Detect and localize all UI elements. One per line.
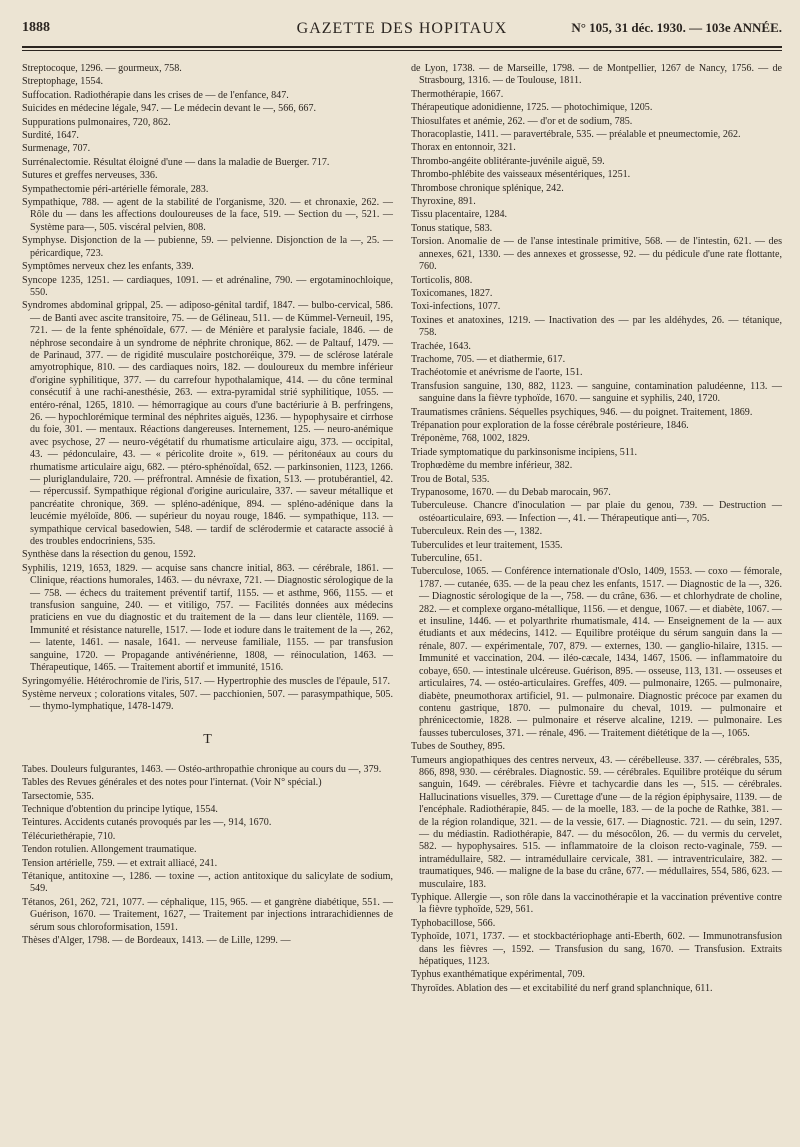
left-t-entries xyxy=(22,764,393,948)
header-rule xyxy=(22,46,782,48)
index-entry: Trophœdème du membre inférieur, 382. xyxy=(411,460,573,472)
index-entry: Tuberculose, 1065. — Conférence internationale d'Oslo, 1409, 1553. — coxo — fémorale, 1787. — cutanée, 635. — de la peau chez les enfants, 1517. — Diagnostic de la —, 326. — Diagnostic sérologique de la —, 758. — du crâne, 636. — et chlorhydrate de choline, 282. — et complexe organo-métallique, 1156. — et dengue, 1067. — et diabète, 1067. — et insuline, 1446. — et polyarthrite rhumatismale, 414. — Enseignement de la — aux étudiants et aux médecins, 1412. — Equilibre protéique du sérum sanguin dans la — rénale, 807. — expérimentale, 707, 879. — externes, 130. — ganglio-hilaire, 1315. — Immunité et vaccination, 204. — iléo-cæcale, 1434, 1467, 1506. — inflammatoire du cobaye, 650. — intestinale ulcéreuse. Guérison, 895. — osseuse, 113, 131. — osseuses et articulaires, 74. — ostéo-articulaires. Greffes, 409. — pulmonaire, 1265. — pulmonaire, diabète, pneumothorax artificiel, 91. — pulmonaire. Diagnostic précoce par examen du contenu gastrique, 1870. — pulmonaire du cheval, 1019. — pulmonaire et phrénicectomie, 1828. — pulmonaire et réserve alcaline, 1219. — pulmonaire. Les fausses tuberculoses, 371. — rénale, 496. — Traitement diététique de la —, 1065. xyxy=(411,566,782,739)
index-entry: Syndromes abdominal grippal, 25. — adiposo-génital tardif, 1847. — bulbo-cervical, 586. — de Banti avec ascite transitoire, 75. — de Gélineau, 511. — de Kümmel-Verneuil, 195, 721. — de la fente sphénoïdale, 677. — de Ménière et paralysie faciale, 1846. — de néphrose secondaire à un syndrome de néphrite chronique, 862. — de Paltauf, 1479. — de Parinaud, 377. — de rigidité musculaire postchoréique, 379. — de sclérose latérale amyotrophique, 810. — des cardiaques noirs, 182. — douloureux du membre inférieur d'origine syphilitique, 377. — du carrefour hypothalamique, 414. — du cône terminal consécutif à une rachi-anesthésie, 263. — extra-pyramidal strié syphilitique, 1055. — entéro-rénal, 1265, 1810. — hémorragique au cours d'une bactériurie à B. perfringens, 26. — hypochlorémique terminal des néphrites aiguës, 1236. — hypophysaire et cirrhose du foie, 301. — mentaux. Réactions dangereuses. Internement, 125. — neuro-anémique avec psychose, 27 — neuro-végétatif du rhumatisme articulaire aigu, 373. — occipital, 43. — pédonculaire, 43. — « péricolite droite », 619. — péritonéaux au cours du rhumatisme articulaire aigu, 682. — ptéro-sphénoïdal, 652. — parkinsonien, 1123, 1266. — pluriglandulaire, 720. — préfrontral. Amnésie de fixation, 513. — protubérantiel, 42. — répercussif. Sympathique régional d'origine auriculaire, 337. — saveur métallique et pancréatite chronique, 369. — spléno-adénique, 894. — spléno-adénique dans la leucémie myéloïde, 806. — supérieur du noyau rouge, 1846. — sympathique, 113. — sympathique cervical basedowien, 548. — tardif de sclérodermie et cataracte associé à des troubles endocriniens, 535. xyxy=(22,300,393,548)
index-entry: Trypanosome, 1670. — du Debab marocain, 967. xyxy=(411,487,611,498)
index-entry: Sympathique, 788. — agent de la stabilité de l'organisme, 320. — et chronaxie, 262. — Rôle du — dans les affections douloureuses de la face, 519. — Section du —, 521. — Système para—, 505. viscéral pelvien, 808. xyxy=(22,197,393,233)
index-entry: Typhique. Allergie —, son rôle dans la vaccinothérapie et la vaccination préventive contre la fièvre typhoïde, 529, 561. xyxy=(411,892,782,916)
index-entry: Streptocoque, 1296. — gourmeux, 758. xyxy=(22,63,182,74)
index-entry: Tabes. Douleurs fulgurantes, 1463. — Ostéo-arthropathie chronique au cours du —, 379. xyxy=(22,763,382,775)
index-entry: Tuberculine, 651. xyxy=(411,553,483,565)
index-entry: Suicides en médecine légale, 947. — Le médecin devant le —, 566, 667. xyxy=(22,103,317,115)
index-entry: Tétanos, 261, 262, 721, 1077. — céphalique, 115, 965. — et gangrène diabétique, 551. — Guérison, 1670. — Traitement, 1627, — Traitement par injections intrarachidiennes de sérum sous chloroformisation, 1591. xyxy=(22,896,393,933)
index-entry: Thoracoplastie, 1411. — paravertébrale, 535. — préalable et pneumectomie, 262. xyxy=(411,129,741,141)
index-entry: Transfusion sanguine, 130, 882, 1123. — sanguine, contamination paludéenne, 113. — sanguine dans la fièvre typhoïde, 1670. — sanguine et syphilis, 240, 1720. xyxy=(411,380,782,405)
index-entry: Thyroïdes. Ablation des — et excitabilité du nerf grand splanchnique, 611. xyxy=(411,982,713,994)
index-entry: Thermothérapie, 1667. xyxy=(411,88,504,100)
index-entry: Triade symptomatique du parkinsonisme incipiens, 511. xyxy=(411,446,638,458)
index-entry: Suffocation. Radiothérapie dans les crises de — de l'enfance, 847. xyxy=(22,89,289,101)
index-entry: Symptômes nerveux chez les enfants, 339. xyxy=(22,261,194,273)
index-entry: Sympathectomie péri-artérielle fémorale, 283. xyxy=(22,183,209,195)
index-entry: Thrombose chronique splénique, 242. xyxy=(411,182,564,194)
index-entry: Typhoïde, 1071, 1737. — et stockbactériophage anti-Eberth, 602. — Immunotransfusion dans les fièvres —, 1592. — Transfusion du sang, 1670. — Transfusion. Extraits hépatiques, 1123. xyxy=(411,931,782,968)
index-entry: Toxines et anatoxines, 1219. — Inactivation des — par les aldéhydes, 26. — tétanique, 758. xyxy=(411,314,782,339)
index-entry: Tension artérielle, 759. — et extrait alliacé, 241. xyxy=(22,857,218,869)
index-entry: Tétanique, antitoxine —, 1286. — toxine —, action antitoxique du salicylate de sodium, 549. xyxy=(22,870,393,895)
journal-title: GAZETTE DES HOPITAUX xyxy=(296,20,508,37)
index-entry: Surdité, 1647. xyxy=(22,130,79,142)
index-entry: Traumatismes crâniens. Séquelles psychiques, 946. — du poignet. Traitement, 1869. xyxy=(411,406,753,418)
index-entry: Thrombo-phlébite des vaisseaux mésentériques, 1251. xyxy=(411,169,631,181)
page-header xyxy=(22,14,782,42)
left-column xyxy=(22,63,393,996)
index-entry: Synthèse dans la résection du genou, 1592. xyxy=(22,549,196,561)
index-entry: Tumeurs angiopathiques des centres nerveux, 43. — cérébelleuse. 337. — cérébrales, 535, 866, 898, 930. — cérébrales. Diagnostic. 59. — cérébrales. Equilibre protéique du sérum sanguin, 1649. — cérébrales. Fièvre et tachycardie dans les —, 515. — cérébrales. Hallucinations visuelles, 379. — Curettage d'une — de la région épiphysaire, 1139. — de l'encéphale. Radiothérapie, 845. — de la moelle, 183. — de la poche de Rathke, 381. — de la région rolandique, 321. — de la vessie, 617. — Diagnostic. 721. — du sein, 1297. — du médiastin. Radiothérapie, 847. — du mésocôlon, 26. — du vermis du cervelet, 582. — hypophysaires. 515. — inflammatoire de la cloison recto-vaginale, 759. — intramédullaire, 582. — intramédullaire cervicale, 381. — intraventriculaire, 382. — traumatiques, 946. — maligne de la base du crâne, 677. — médullaires, 554, 586, 623. — musculaire, 183. xyxy=(411,754,782,890)
header-rule-thin xyxy=(22,50,782,51)
index-entry: Trachée, 1643. xyxy=(411,340,471,352)
index-entry: Syncope 1235, 1251. — cardiaques, 1091. — et adrénaline, 790. — ergotaminochloique, 550. xyxy=(22,274,393,298)
index-entry: Surmenage, 707. xyxy=(22,143,91,155)
index-entry: Tubes de Southey, 895. xyxy=(411,741,506,753)
index-page xyxy=(22,14,782,1139)
left-entries xyxy=(22,63,393,714)
index-entry: Suppurations pulmonaires, 720, 862. xyxy=(22,116,171,128)
index-entry: Tréponème, 768, 1002, 1829. xyxy=(411,433,530,445)
index-entry: Thrombo-angéite oblitérante-juvénile aiguë, 59. xyxy=(411,155,605,167)
index-entry: Trachéotomie et anévrisme de l'aorte, 151. xyxy=(411,367,583,379)
section-letter: T xyxy=(203,731,212,747)
index-entry: Thiosulfates et anémie, 262. — d'or et de sodium, 785. xyxy=(411,115,633,127)
index-entry: Torsion. Anomalie de — de l'anse intestinale primitive, 568. — de l'intestin, 621. — des annexes, 621, 1330. — des annexes et grossesse, 92. — du pédicule d'une rate flottante, 760. xyxy=(411,236,782,273)
index-entry: Typhus exanthématique expérimental, 709. xyxy=(411,969,585,981)
index-entry: Tonus statique, 583. xyxy=(411,222,493,234)
index-entry: Tuberculeuse. Chancre d'inoculation — par plaie du genou, 739. — Destruction — ostéoarticulaire, 693. — Infection —, 41. — Thérapeutique anti—, 705. xyxy=(411,500,782,524)
issue-info: N° 105, 31 déc. 1930. — 103e ANNÉE. xyxy=(571,20,782,35)
index-entry: Thérapeutique adonidienne, 1725. — photochimique, 1205. xyxy=(411,102,653,114)
index-entry: Tissu placentaire, 1284. xyxy=(411,209,508,221)
index-entry: Syphilis, 1219, 1653, 1829. — acquise sans chancre initial, 863. — cérébrale, 1861. — Clinique, réactions humorales, 1463. — du névraxe, 721. — Diagnostic sérologique de la — 758. — échecs du traitement préventif tartif, 1155. — et asthme, 966, 1155. — et transfusion sanguine, 240. — et vitiligo, 757. — Facilités données aux médecins praticiens en vue du diagnostic et du traitement de la — dans leur clientèle, 1169. — Immunité et résistance naturelle, 1517. — Iode et iodure dans le traitement de la —, 262, — latente, 1461. — nasale, 1641. — nerveuse familiale, 1155. — par transfusion sanguine, 1720. — Propagande antivénérienne, 1808, — réinoculation, 1463. — Thérapeutique, 1465. — Traitement abortif et immunité, 1516. xyxy=(22,562,393,674)
index-entry: Tarsectomie, 535. xyxy=(22,790,94,802)
index-entry: Toxicomanes, 1827. xyxy=(411,287,493,299)
page-number: 1888 xyxy=(22,20,50,35)
index-entry: Symphyse. Disjonction de la — pubienne, 59. — pelvienne. Disjonction de la —, 25. — péricardique, 723. xyxy=(22,235,393,259)
index-entry: Thorax en entonnoir, 321. xyxy=(411,142,516,154)
index-entry: Système nerveux ; colorations vitales, 507. — pacchionien, 507. — parasympathique, 505. — thymo-lymphatique, 1478-1479. xyxy=(22,688,393,713)
index-entry: Trachome, 705. — et diathermie, 617. xyxy=(411,353,566,365)
right-entries xyxy=(411,63,782,995)
index-entry: Trépanation pour exploration de la fosse cérébrale postérieure, 1846. xyxy=(411,419,689,431)
index-entry: Tables des Revues générales et des notes pour l'internat. (Voir N° spécial.) xyxy=(22,777,322,789)
index-entry: Tuberculeux. Rein des —, 1382. xyxy=(411,526,543,538)
index-entry: Teintures. Accidents cutanés provoqués par les —, 914, 1670. xyxy=(22,817,272,829)
right-column xyxy=(411,63,782,996)
index-entry: Thyroxine, 891. xyxy=(411,196,476,208)
index-columns xyxy=(22,63,782,996)
index-entry: de Lyon, 1738. — de Marseille, 1798. — de Montpellier, 1267 de Nancy, 1756. — de Strasbourg, 1316. — de Toulouse, 1811. xyxy=(411,63,782,87)
index-entry: Torticolis, 808. xyxy=(411,274,473,286)
index-entry: Télécuriethérapie, 710. xyxy=(22,830,116,842)
index-entry: Tendon rotulien. Allongement traumatique. xyxy=(22,844,197,856)
index-entry: Sutures et greffes nerveuses, 336. xyxy=(22,170,158,182)
index-entry: Syringomyélie. Hétérochromie de l'iris, 517. — Hypertrophie des muscles de l'épaule, 517. xyxy=(22,675,391,687)
index-entry: Toxi-infections, 1077. xyxy=(411,301,501,313)
index-entry: Tuberculides et leur traitement, 1535. xyxy=(411,539,563,551)
index-entry: Technique d'obtention du principe lytique, 1554. xyxy=(22,803,218,815)
index-entry: Typhobacillose, 566. xyxy=(411,917,496,929)
index-entry: Streptophage, 1554. xyxy=(22,76,104,88)
index-entry: Trou de Botal, 535. xyxy=(411,473,490,485)
index-entry: Surrénalectomie. Résultat éloigné d'une — dans la maladie de Buerger. 717. xyxy=(22,156,330,168)
index-entry: Thèses d'Alger, 1798. — de Bordeaux, 1413. — de Lille, 1299. — xyxy=(22,935,291,946)
